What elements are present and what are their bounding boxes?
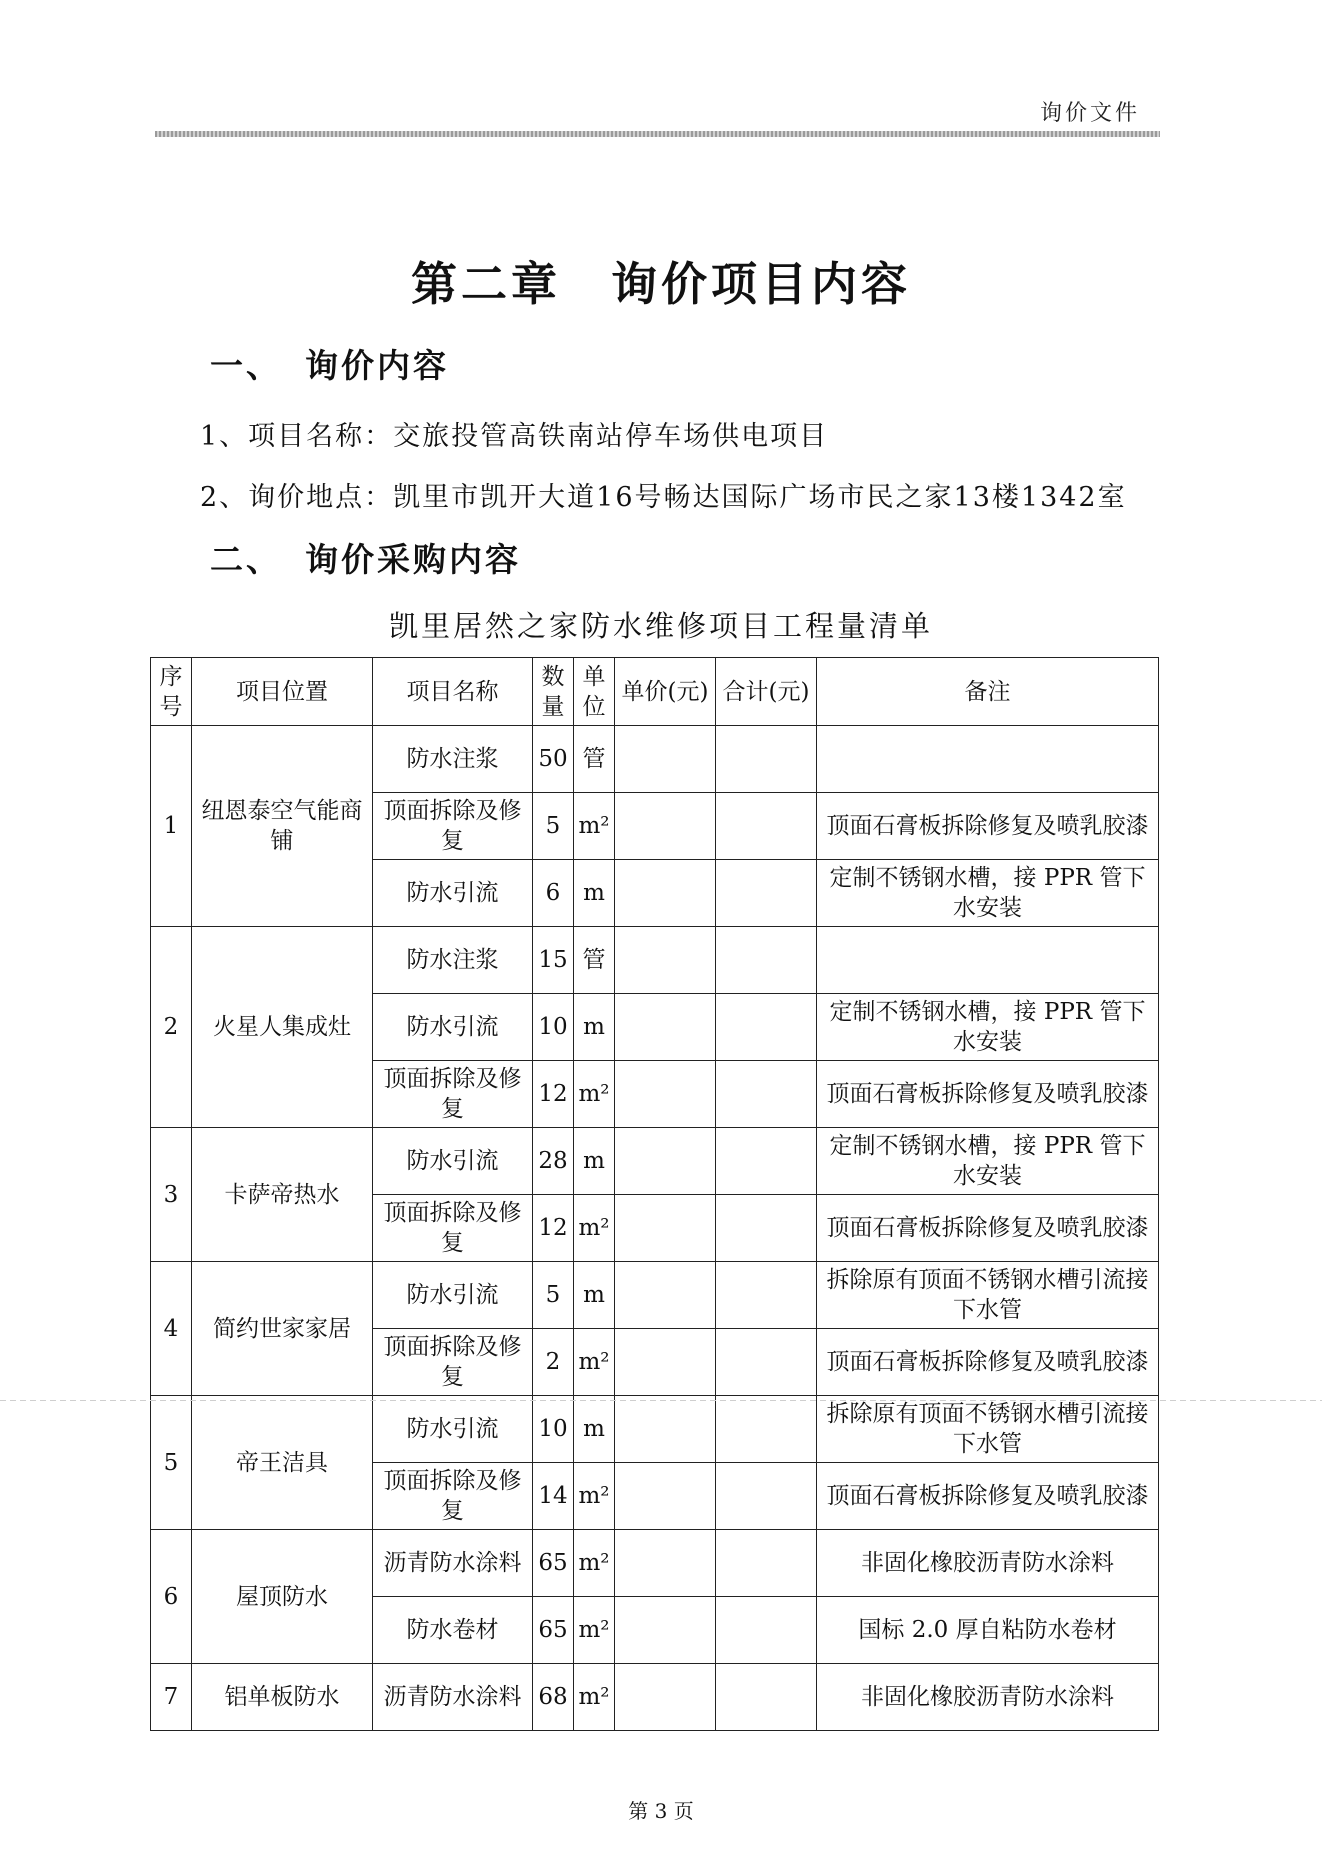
cell-unit-price (615, 1195, 716, 1262)
column-header-seq: 序号 (151, 658, 192, 726)
cell-qty: 12 (533, 1061, 574, 1128)
cell-qty: 10 (533, 1396, 574, 1463)
cell-unit: m² (574, 1597, 615, 1664)
cell-total (716, 860, 817, 927)
cell-qty: 65 (533, 1597, 574, 1664)
cell-seq: 3 (151, 1128, 192, 1262)
table-header-row (151, 658, 1159, 726)
column-header-remark: 备注 (817, 658, 1159, 726)
bill-of-quantities-table (150, 657, 1159, 1731)
cell-remark: 国标 2.0 厚自粘防水卷材 (817, 1597, 1159, 1664)
cell-qty: 6 (533, 860, 574, 927)
section-heading-1 (210, 340, 449, 387)
cell-remark (817, 726, 1159, 793)
cell-total (716, 793, 817, 860)
cell-unit: m² (574, 1463, 615, 1530)
cell-qty: 15 (533, 927, 574, 994)
section-number: 一、 (210, 346, 282, 385)
cell-unit: m² (574, 1329, 615, 1396)
cell-total (716, 1396, 817, 1463)
cell-qty: 2 (533, 1329, 574, 1396)
cell-name: 顶面拆除及修复 (373, 1463, 533, 1530)
cell-name: 防水引流 (373, 994, 533, 1061)
cell-seq: 6 (151, 1530, 192, 1664)
cell-name: 沥青防水涂料 (373, 1664, 533, 1731)
cell-unit-price (615, 860, 716, 927)
cell-location: 火星人集成灶 (192, 927, 373, 1128)
cell-qty: 50 (533, 726, 574, 793)
cell-total (716, 994, 817, 1061)
page-number: 第 3 页 (628, 1799, 694, 1823)
cell-qty: 5 (533, 793, 574, 860)
cell-total (716, 927, 817, 994)
cell-location: 卡萨帝热水 (192, 1128, 373, 1262)
project-name-line: 1、项目名称：交旅投管高铁南站停车场供电项目 (200, 421, 829, 452)
cell-qty: 68 (533, 1664, 574, 1731)
cell-name: 防水引流 (373, 1262, 533, 1329)
cell-remark: 拆除原有顶面不锈钢水槽引流接下水管 (817, 1262, 1159, 1329)
cell-name: 顶面拆除及修复 (373, 1195, 533, 1262)
table-row (151, 1530, 1159, 1597)
column-header-qty: 数量 (533, 658, 574, 726)
table-row (151, 1664, 1159, 1731)
cell-unit-price (615, 1128, 716, 1195)
cell-name: 防水引流 (373, 860, 533, 927)
cell-total (716, 1463, 817, 1530)
cell-unit-price (615, 1396, 716, 1463)
cell-name: 顶面拆除及修复 (373, 1061, 533, 1128)
table-row (151, 927, 1159, 994)
cell-unit-price (615, 1597, 716, 1664)
cell-total (716, 1530, 817, 1597)
cell-unit-price (615, 994, 716, 1061)
cell-remark: 拆除原有顶面不锈钢水槽引流接下水管 (817, 1396, 1159, 1463)
section-heading-2 (210, 534, 521, 581)
cell-unit: m (574, 1128, 615, 1195)
cell-total (716, 1329, 817, 1396)
cell-name: 防水注浆 (373, 726, 533, 793)
column-header-unit-price: 单价(元) (615, 658, 716, 726)
cell-unit-price (615, 1530, 716, 1597)
cell-unit-price (615, 726, 716, 793)
column-header-location: 项目位置 (192, 658, 373, 726)
cell-seq: 2 (151, 927, 192, 1128)
section-title: 询价内容 (305, 346, 449, 385)
cell-total (716, 1061, 817, 1128)
cell-unit-price (615, 1329, 716, 1396)
cell-remark: 定制不锈钢水槽，接 PPR 管下水安装 (817, 994, 1159, 1061)
column-header-total: 合计(元) (716, 658, 817, 726)
cell-remark: 顶面石膏板拆除修复及喷乳胶漆 (817, 1061, 1159, 1128)
cell-unit: 管 (574, 726, 615, 793)
cell-unit: m² (574, 1530, 615, 1597)
cell-name: 防水注浆 (373, 927, 533, 994)
cell-unit: m² (574, 793, 615, 860)
cell-unit-price (615, 793, 716, 860)
cell-qty: 10 (533, 994, 574, 1061)
cell-unit: 管 (574, 927, 615, 994)
document-header-label: 询价文件 (1040, 101, 1141, 126)
cell-qty: 65 (533, 1530, 574, 1597)
cell-name: 顶面拆除及修复 (373, 1329, 533, 1396)
scan-artifact-line (0, 1400, 1322, 1401)
column-header-unit: 单位 (574, 658, 615, 726)
cell-remark: 定制不锈钢水槽，接 PPR 管下水安装 (817, 860, 1159, 927)
cell-qty: 14 (533, 1463, 574, 1530)
cell-name: 顶面拆除及修复 (373, 793, 533, 860)
chapter-title (0, 248, 1322, 314)
cell-remark: 顶面石膏板拆除修复及喷乳胶漆 (817, 1195, 1159, 1262)
cell-total (716, 1195, 817, 1262)
cell-unit-price (615, 1061, 716, 1128)
cell-seq: 7 (151, 1664, 192, 1731)
cell-qty: 12 (533, 1195, 574, 1262)
cell-unit-price (615, 1262, 716, 1329)
cell-qty: 28 (533, 1128, 574, 1195)
cell-total (716, 1128, 817, 1195)
cell-total (716, 1664, 817, 1731)
cell-name: 沥青防水涂料 (373, 1530, 533, 1597)
cell-location: 铝单板防水 (192, 1664, 373, 1731)
cell-remark (817, 927, 1159, 994)
cell-location: 简约世家家居 (192, 1262, 373, 1396)
cell-unit: m (574, 1262, 615, 1329)
cell-seq: 1 (151, 726, 192, 927)
cell-remark: 非固化橡胶沥青防水涂料 (817, 1664, 1159, 1731)
cell-name: 防水引流 (373, 1128, 533, 1195)
cell-seq: 5 (151, 1396, 192, 1530)
cell-seq: 4 (151, 1262, 192, 1396)
cell-remark: 顶面石膏板拆除修复及喷乳胶漆 (817, 1463, 1159, 1530)
table-body (151, 726, 1159, 1731)
cell-unit-price (615, 1664, 716, 1731)
header-divider (155, 131, 1160, 137)
table-row (151, 1128, 1159, 1195)
chapter-number: 第二章 (411, 257, 561, 311)
cell-total (716, 1597, 817, 1664)
cell-unit-price (615, 927, 716, 994)
table-caption: 凯里居然之家防水维修项目工程量清单 (388, 609, 933, 643)
cell-total (716, 1262, 817, 1329)
cell-unit: m (574, 860, 615, 927)
section-number: 二、 (210, 540, 282, 579)
table-row (151, 1396, 1159, 1463)
cell-location: 帝王洁具 (192, 1396, 373, 1530)
cell-name: 防水引流 (373, 1396, 533, 1463)
cell-remark: 非固化橡胶沥青防水涂料 (817, 1530, 1159, 1597)
column-header-name: 项目名称 (373, 658, 533, 726)
table-row (151, 726, 1159, 793)
cell-remark: 定制不锈钢水槽，接 PPR 管下水安装 (817, 1128, 1159, 1195)
cell-unit: m² (574, 1061, 615, 1128)
chapter-title-text: 询价项目内容 (611, 257, 911, 311)
cell-name: 防水卷材 (373, 1597, 533, 1664)
section-title: 询价采购内容 (305, 540, 521, 579)
inquiry-location-line: 2、询价地点：凯里市凯开大道16号畅达国际广场市民之家13楼1342室 (200, 482, 1127, 513)
cell-unit: m (574, 1396, 615, 1463)
cell-location: 屋顶防水 (192, 1530, 373, 1664)
cell-remark: 顶面石膏板拆除修复及喷乳胶漆 (817, 1329, 1159, 1396)
cell-location: 纽恩泰空气能商铺 (192, 726, 373, 927)
cell-unit: m (574, 994, 615, 1061)
cell-unit: m² (574, 1195, 615, 1262)
cell-remark: 顶面石膏板拆除修复及喷乳胶漆 (817, 793, 1159, 860)
table-row (151, 1262, 1159, 1329)
cell-total (716, 726, 817, 793)
cell-qty: 5 (533, 1262, 574, 1329)
cell-unit-price (615, 1463, 716, 1530)
cell-unit: m² (574, 1664, 615, 1731)
